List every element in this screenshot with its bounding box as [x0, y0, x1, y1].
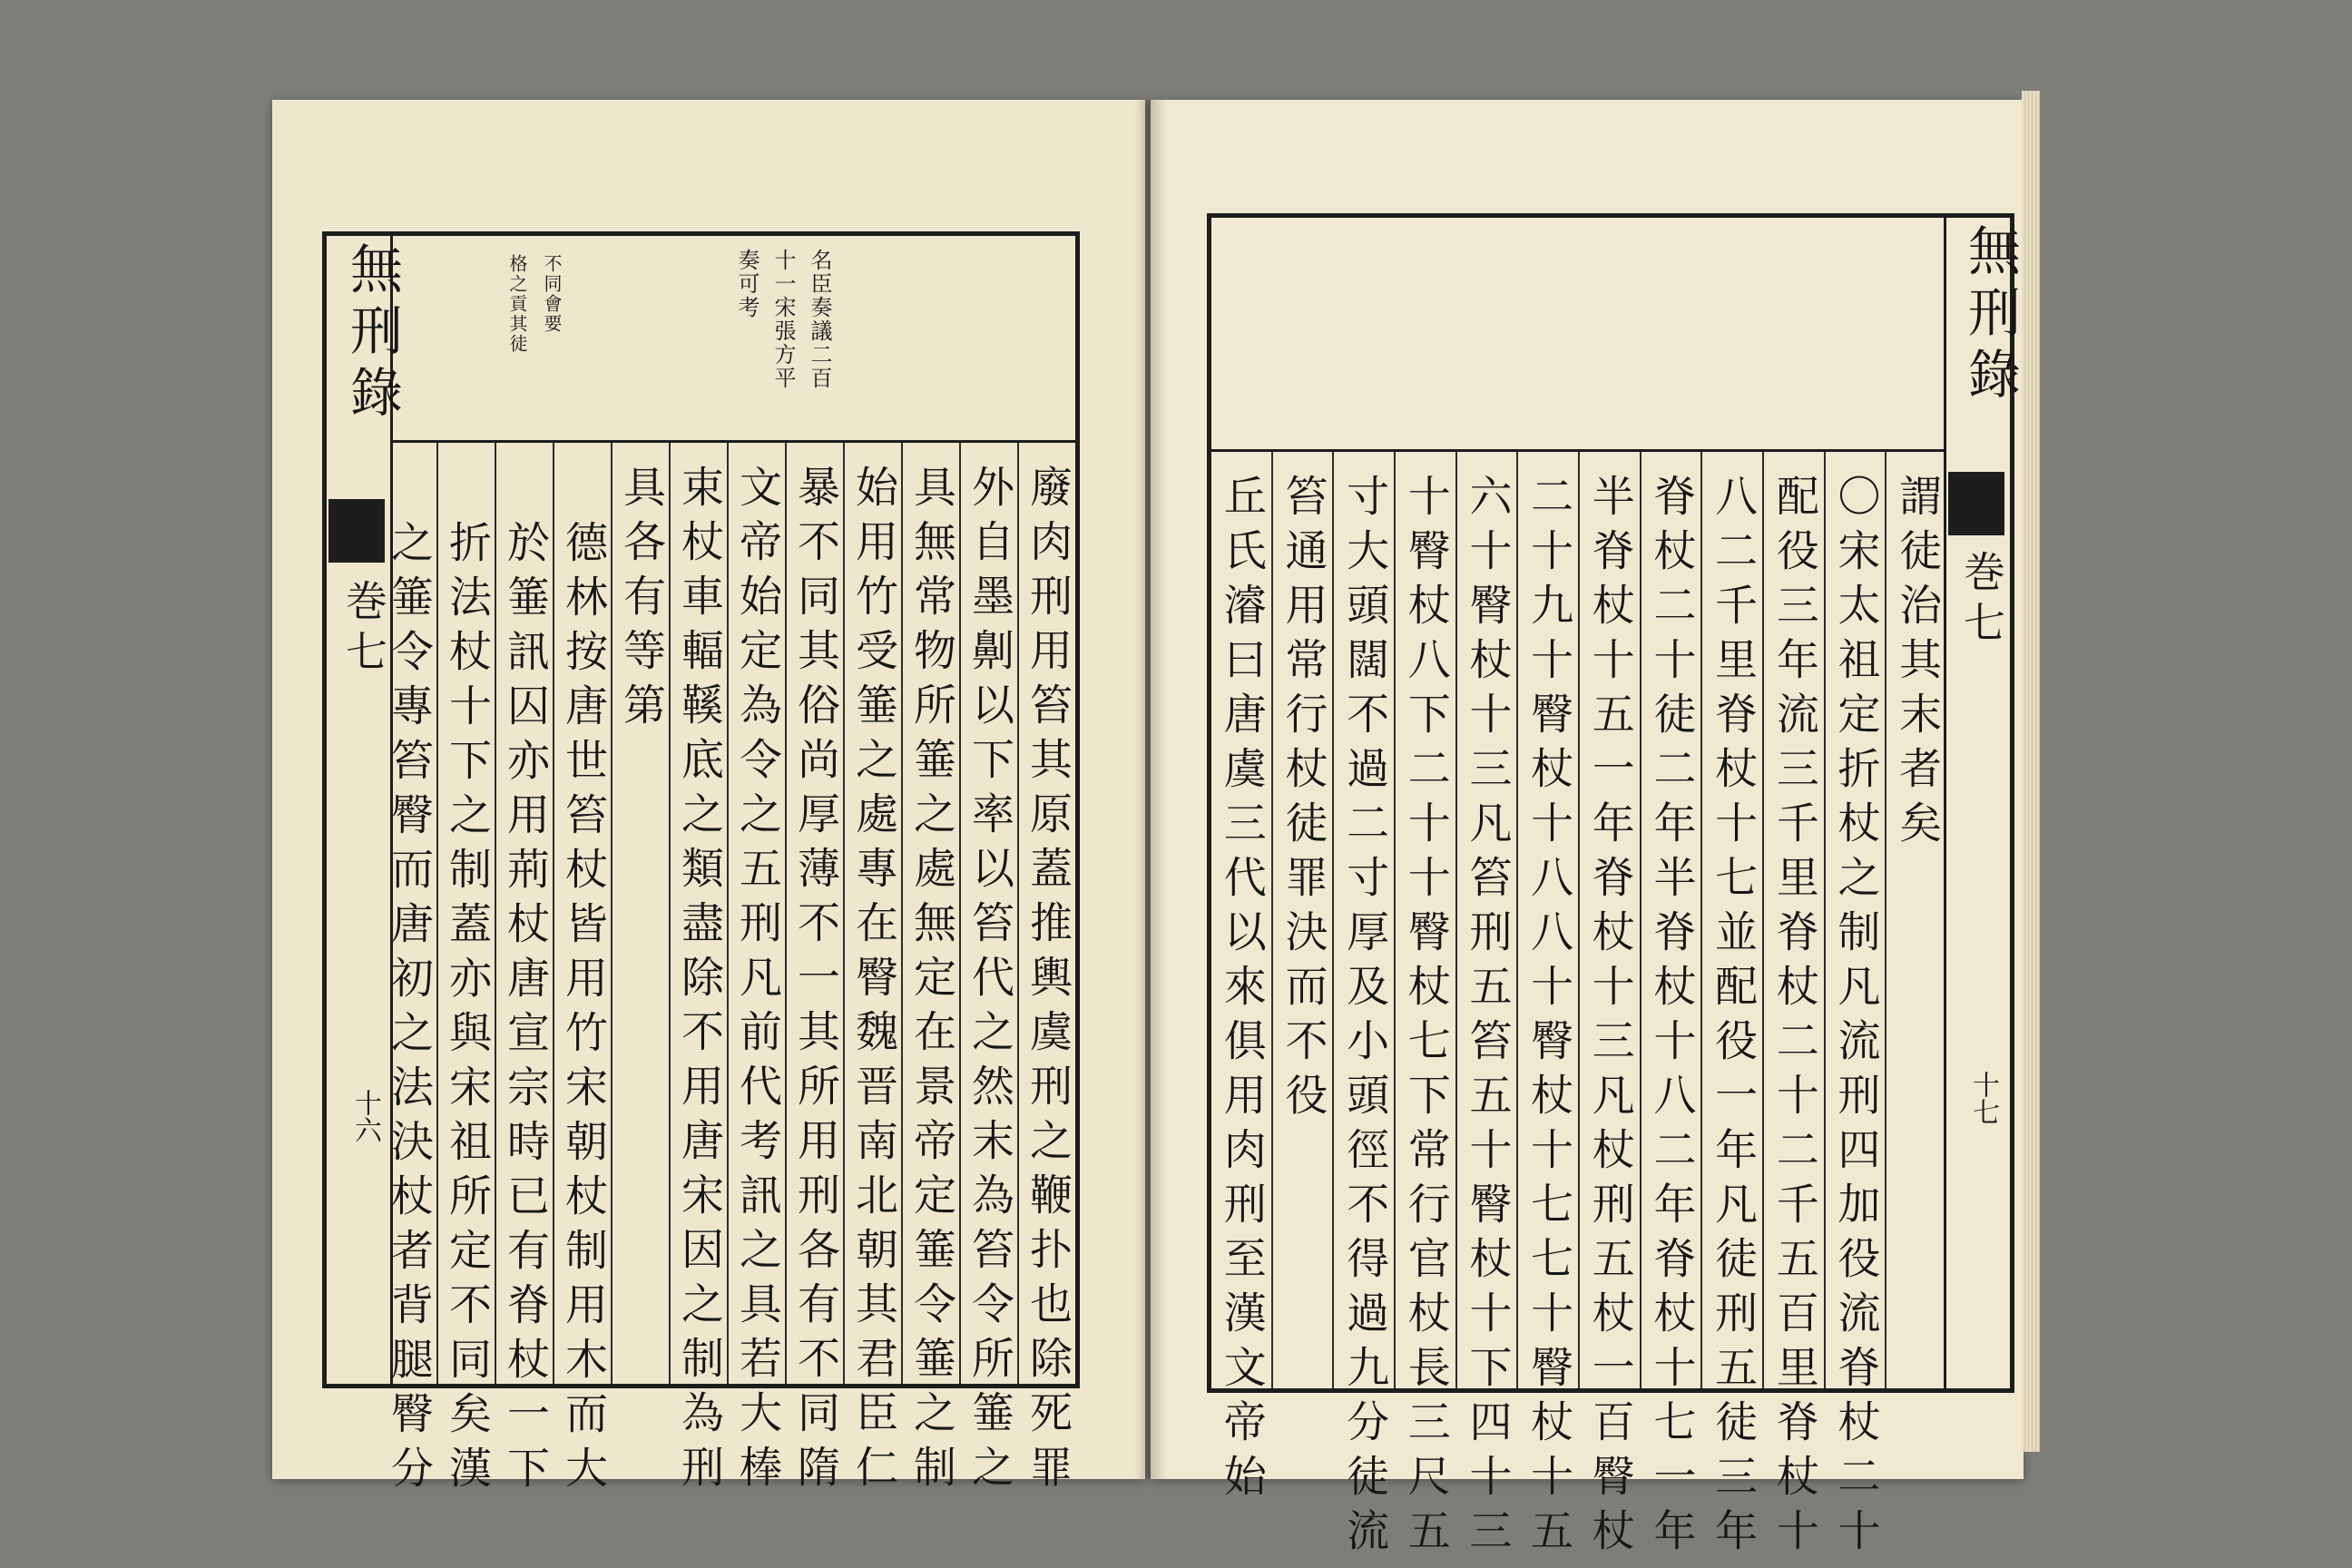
- column-text: 〇宋太祖定折杖之制凡流刑四加役流脊杖二十: [1830, 474, 1881, 1563]
- column-text: 謂徒治其末者矣: [1892, 474, 1943, 855]
- column-text: 於箠訊囚亦用荊杖唐宣宗時已有脊杖一下: [500, 520, 550, 1500]
- column-text: 二十九十臀杖十八八十臀杖十七七十臀杖十五: [1524, 474, 1574, 1563]
- column-text: 之箠令專笞臀而唐初之法決杖者背腿臀分: [384, 520, 434, 1500]
- left-page-frame: [322, 231, 1080, 1500]
- faint-note-line-2: 格之貢其徒: [506, 254, 528, 354]
- text-column: [436, 443, 495, 1500]
- right-header-band: [1211, 218, 1946, 452]
- text-column: [669, 443, 727, 1499]
- column-text: 寸大頭闊不過二寸厚及小頭徑不得過九分徒流: [1339, 474, 1390, 1563]
- text-column: [495, 443, 553, 1500]
- faint-bleed-note: [502, 254, 567, 354]
- right-spine-column: [1944, 218, 2021, 1388]
- left-volume-tab: 巻七: [339, 579, 388, 681]
- right-text-columns: [1211, 452, 1946, 1563]
- text-column: [611, 443, 669, 1384]
- text-column: [380, 443, 436, 1500]
- fold-mark: [328, 499, 385, 563]
- left-header-note: [731, 249, 835, 390]
- text-column: [1700, 452, 1762, 1563]
- faint-note-line-1: 不同會要: [541, 254, 563, 334]
- column-text: 十臀杖八下二十十臀杖七下常行官杖長三尺五: [1400, 474, 1451, 1563]
- text-column: [901, 443, 959, 1499]
- left-text-columns: [384, 443, 1075, 1500]
- column-text: 具無常物所箠之處無定在景帝定箠令箠之制: [906, 465, 956, 1499]
- column-text: 束杖車輻鞵底之類盡除不用唐宋因之制為刑: [674, 465, 724, 1499]
- column-text: 脊杖二十徒二年半脊杖十八二年脊杖十七一年: [1646, 474, 1697, 1563]
- book-gutter: [1134, 100, 1167, 1479]
- column-text: 丘氏濬曰唐虞三代以來俱用肉刑至漢文帝始: [1216, 474, 1267, 1508]
- left-header-band: [390, 236, 1075, 443]
- column-text: 笞通用常行杖徒罪決而不役: [1278, 474, 1328, 1127]
- column-text: 八二千里脊杖十七並配役一年凡徒刑五徒三年: [1708, 474, 1759, 1563]
- column-text: 半脊杖十五一年脊杖十三凡杖刑五杖一百臀杖: [1584, 474, 1635, 1563]
- text-column: [1578, 452, 1640, 1563]
- right-book-title: 無刑錄: [1959, 223, 2021, 408]
- right-volume-tab: 巻七: [1957, 550, 2006, 652]
- text-column: [1885, 452, 1946, 1388]
- header-note-line-3: 奏可考: [734, 249, 760, 319]
- text-column: [553, 443, 611, 1500]
- left-folio-number: 十六: [349, 1089, 381, 1143]
- text-column: [785, 443, 843, 1499]
- text-column: [1332, 452, 1394, 1563]
- text-column: [1211, 452, 1271, 1508]
- fold-mark: [1948, 472, 2004, 535]
- column-text: 配役三年流三千里脊杖二十二千五百里脊杖十: [1769, 474, 1819, 1563]
- column-text: 暴不同其俗尚厚薄不一其所用刑各有不同隋: [790, 465, 840, 1499]
- header-note-line-1: 名臣奏議二百: [807, 249, 832, 390]
- text-column: [959, 443, 1017, 1499]
- column-text: 文帝始定為令之五刑凡前代考訊之具若大棒: [732, 465, 782, 1499]
- column-text: 廢肉刑用笞其原蓋推輿虞刑之鞭扑也除死罪: [1023, 465, 1073, 1499]
- column-text: 德林按唐世笞杖皆用竹宋朝杖制用木而大: [558, 520, 608, 1500]
- text-column: [1516, 452, 1578, 1563]
- text-column: [1394, 452, 1455, 1563]
- column-text: 折法杖十下之制蓋亦與宋祖所定不同矣漢: [442, 520, 492, 1500]
- right-folio-number: 十七: [1967, 1071, 1999, 1125]
- text-column: [1640, 452, 1701, 1563]
- column-text: 外自墨劓以下率以笞代之然末為笞令所箠之: [965, 465, 1014, 1499]
- right-page-frame: [1207, 213, 2021, 1563]
- column-text: 始用竹受箠之處專在臀魏晋南北朝其君臣仁: [848, 465, 898, 1499]
- column-text: 六十臀杖十三凡笞刑五笞五十臀杖十下四十三: [1462, 474, 1513, 1563]
- text-column: [1017, 443, 1075, 1499]
- header-note-line-2: 十一宋張方平: [770, 249, 796, 390]
- column-text: 具各有等第: [616, 465, 666, 737]
- text-column: [1824, 452, 1886, 1563]
- text-column: [1455, 452, 1517, 1563]
- left-book-title: 無刑錄: [341, 241, 403, 426]
- text-column: [727, 443, 785, 1499]
- text-column: [1762, 452, 1824, 1563]
- text-column: [843, 443, 901, 1499]
- text-column: [1271, 452, 1333, 1388]
